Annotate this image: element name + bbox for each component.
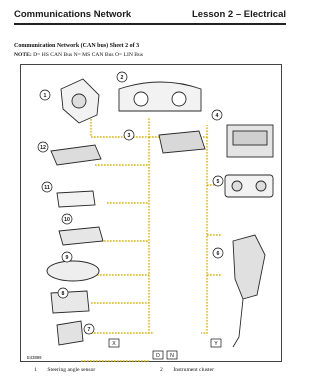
can-bus-diagram [20,64,282,362]
bus-d-label: D [156,353,160,359]
callout-10-label: 10 [64,217,70,223]
callout-1-label: 1 [43,93,47,99]
bus-x-label: X [112,341,116,347]
module-7-drawing [57,321,83,345]
header-right-title: Lesson 2 – Electrical [192,9,286,20]
header-left-title: Communications Network [14,9,132,20]
callout-5-label: 5 [216,179,220,185]
module-12-drawing [51,145,101,165]
module-6-drawing [233,235,265,347]
legend-item-1-label: Steering angle sensor [47,367,96,373]
module-10-drawing [59,227,103,245]
legend-item-1 [34,367,95,373]
bus-y-label: Y [214,341,218,347]
callout-6-label: 6 [216,251,220,257]
diagram-canvas [21,65,283,363]
climate-control-drawing [225,175,273,197]
note-text: D= HS CAN Bus N= MS CAN Bus O= LIN Bus [33,52,143,58]
instrument-cluster-drawing [119,82,201,111]
callout-7-label: 7 [87,327,91,333]
callout-8-label: 8 [61,291,65,297]
callout-3-label: 3 [127,133,131,139]
callout-11-label: 11 [44,185,50,191]
module-3-drawing [159,131,205,153]
figure-caption: Communication Network (CAN bus) Sheet 2 of 3 [14,43,140,49]
callout-12-label: 12 [40,145,46,151]
legend-item-2-label: Instrument cluster [173,367,214,373]
audio-unit-drawing [227,125,273,157]
callout-2-label: 2 [120,75,124,81]
steering-angle-sensor-drawing [61,79,99,123]
header-rule [14,23,286,25]
module-11-drawing [57,191,95,207]
module-8-drawing [51,291,89,313]
note-label: NOTE: [14,52,32,58]
legend-item-2-number: 2 [160,367,163,373]
callout-9-label: 9 [65,255,69,261]
module-9-drawing [47,261,99,281]
legend-item-2 [160,367,214,373]
legend-item-1-number: 1 [34,367,37,373]
page-header [0,0,300,26]
figure-reference-id: E43899 [27,355,42,360]
callout-4-label: 4 [215,113,219,119]
bus-n-label: N [170,353,174,359]
note [14,52,143,58]
